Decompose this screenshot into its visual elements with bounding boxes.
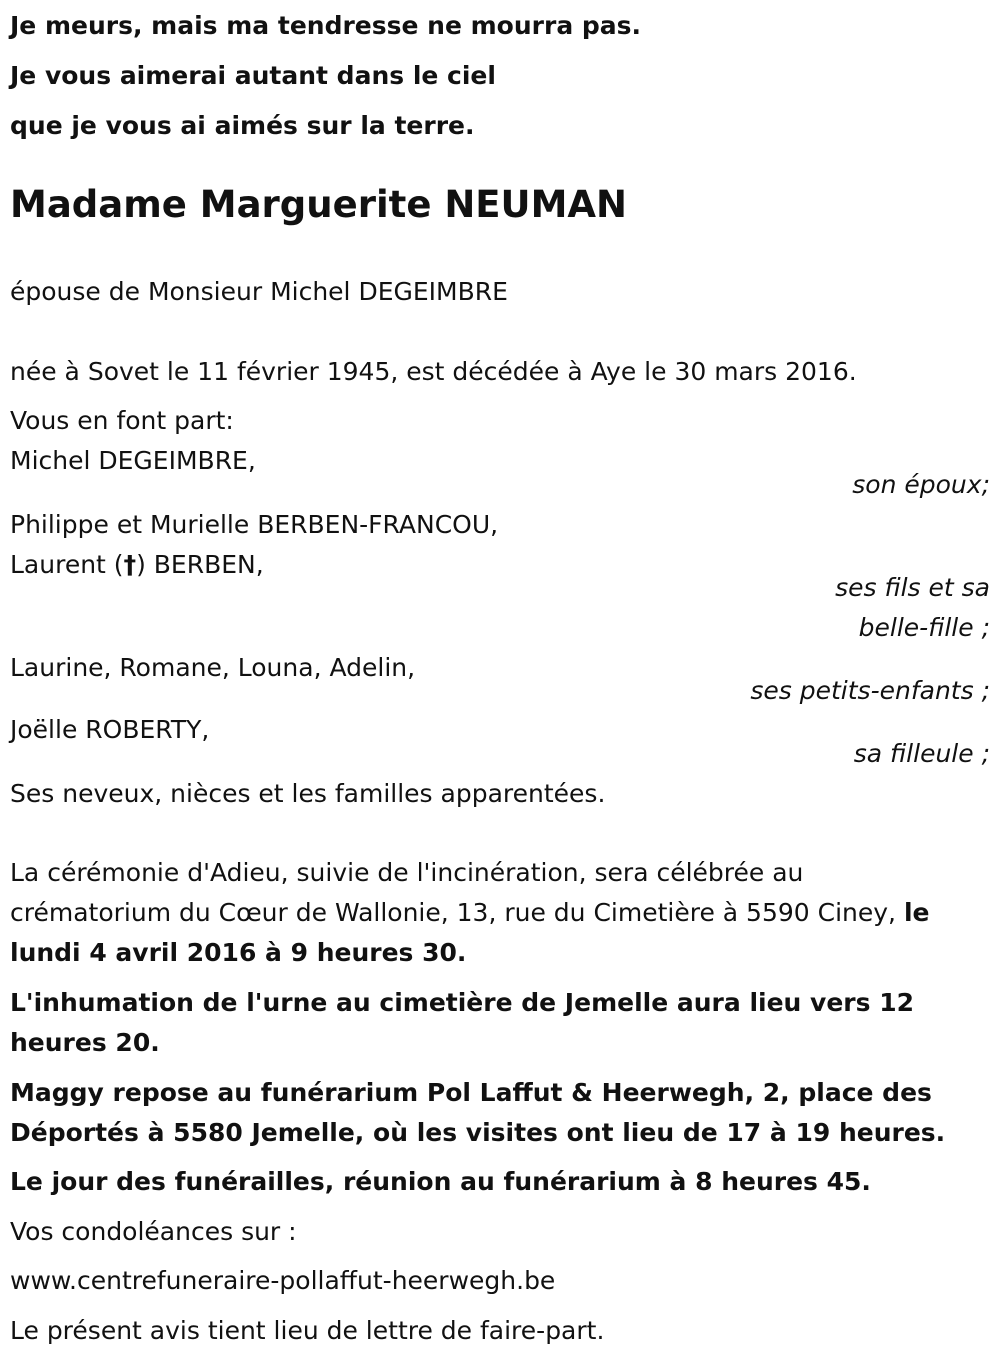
repose-line-1: Maggy repose au funérarium Pol Laffut & Heerwegh, 2, place des [10,1078,932,1107]
family-children-role-1: ses fils et sa [835,573,990,602]
inhumation-line-1: L'inhumation de l'urne au cimetière de Jemelle aura lieu vers 12 [10,988,914,1017]
poem-line-1: Je meurs, mais ma tendresse ne mourra pas. [10,11,642,40]
deceased-name: Madame Marguerite NEUMAN [10,183,628,226]
cross-symbol: † [123,550,137,579]
ceremony-line-1: La cérémonie d'Adieu, suivie de l'incinération, sera célébrée au [10,858,804,887]
closing-note: Le présent avis tient lieu de lettre de faire-part. [10,1316,605,1345]
family-intro: Vous en font part: [10,406,234,435]
family-children-role-2: belle-fille ; [858,613,990,642]
ceremony-line-3: lundi 4 avril 2016 à 9 heures 30. [10,938,467,967]
condolences-url[interactable]: www.centrefuneraire-pollaffut-heerwegh.be [10,1266,556,1295]
inhumation-line-2: heures 20. [10,1028,160,1057]
family-others: Ses neveux, nièces et les familles apparentées. [10,779,606,808]
family-children-1: Philippe et Murielle BERBEN-FRANCOU, [10,510,499,539]
family-children-2: Laurent (†) BERBEN, [10,550,264,579]
birth-death-line: née à Sovet le 11 février 1945, est décédée à Aye le 30 mars 2016. [10,357,857,386]
repose-line-2: Déportés à 5580 Jemelle, où les visites ont lieu de 17 à 19 heures. [10,1118,946,1147]
spouse-line: épouse de Monsieur Michel DEGEIMBRE [10,277,508,306]
family-grandchildren-role: ses petits-enfants ; [750,676,990,705]
family-spouse-name: Michel DEGEIMBRE, [10,446,256,475]
ceremony-line-2: crématorium du Cœur de Wallonie, 13, rue du Cimetière à 5590 Ciney, le [10,898,930,927]
poem-line-2: Je vous aimerai autant dans le ciel [10,61,496,90]
family-goddaughter: Joëlle ROBERTY, [10,715,210,744]
family-spouse-role: son époux; [852,470,990,499]
condolences-label: Vos condoléances sur : [10,1217,297,1246]
funeral-meeting: Le jour des funérailles, réunion au funérarium à 8 heures 45. [10,1167,871,1196]
poem-line-3: que je vous ai aimés sur la terre. [10,111,475,140]
family-grandchildren: Laurine, Romane, Louna, Adelin, [10,653,416,682]
family-goddaughter-role: sa filleule ; [853,739,990,768]
